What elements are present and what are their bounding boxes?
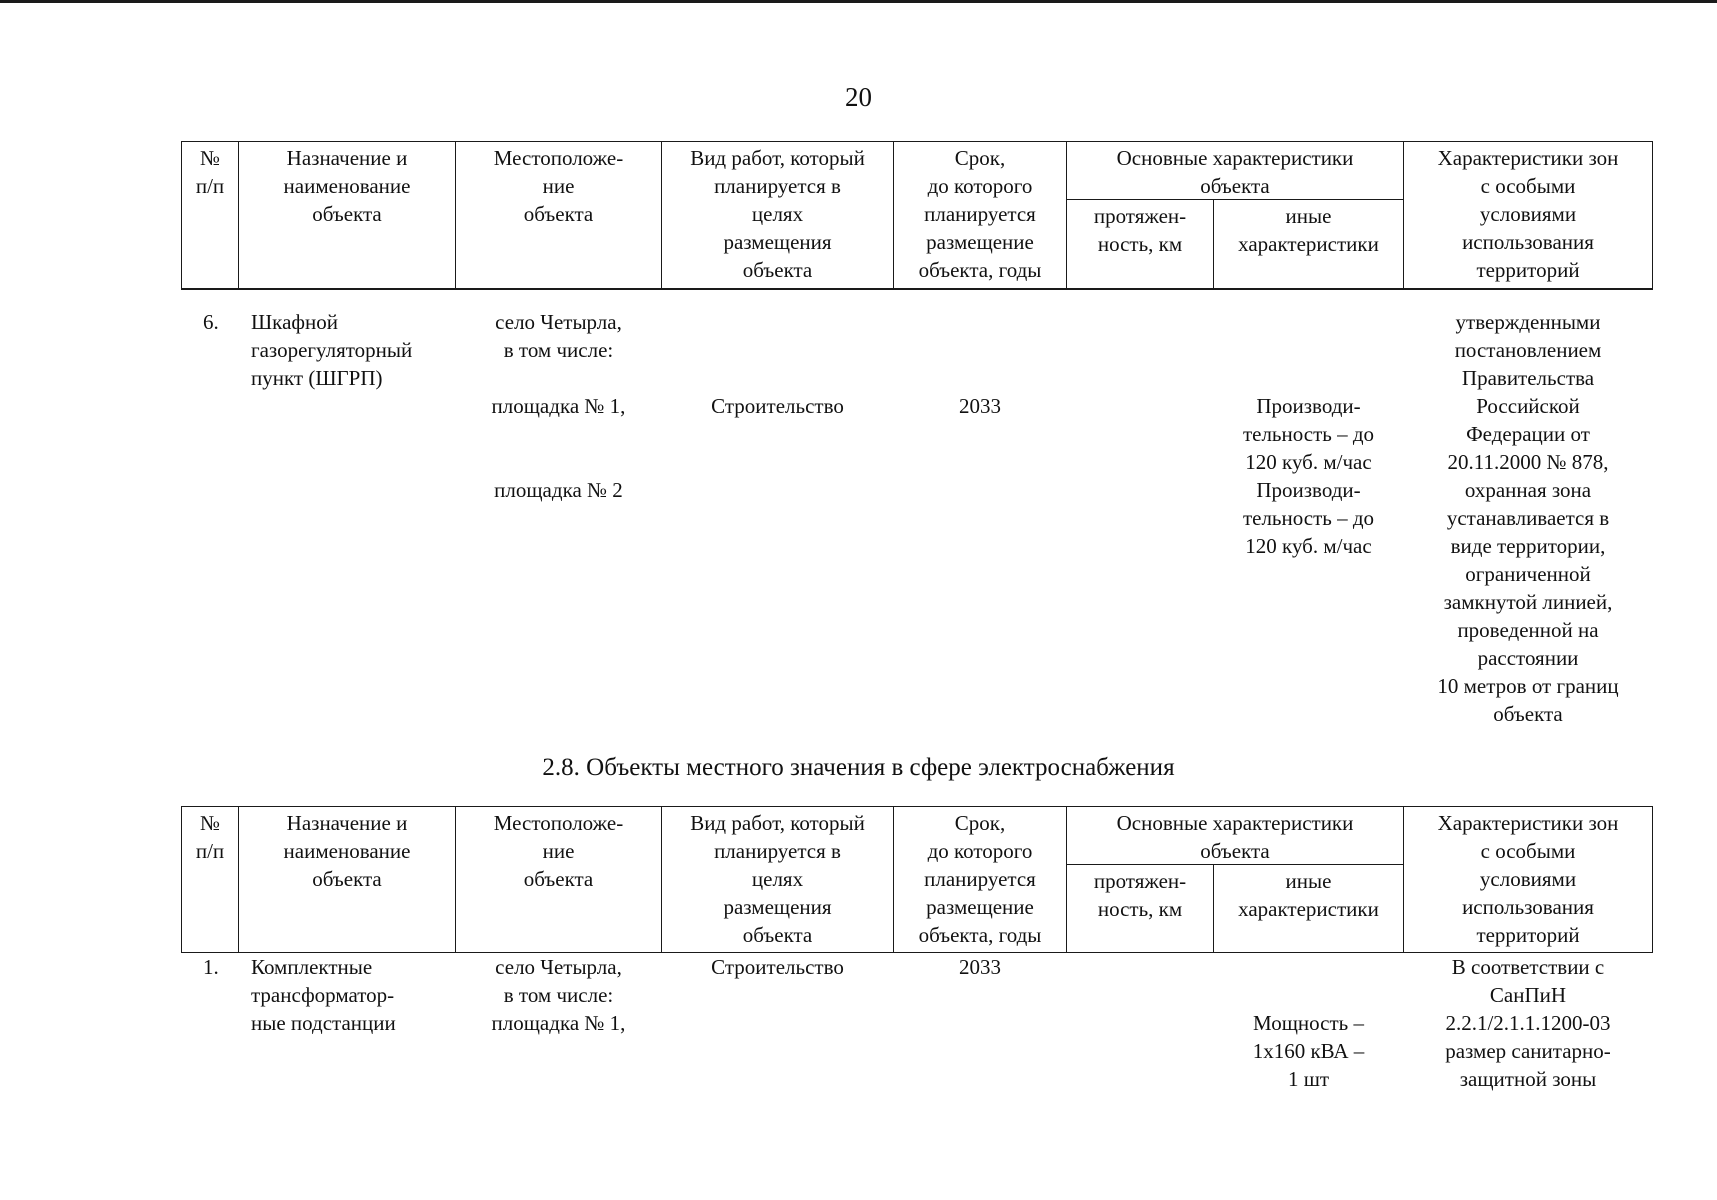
header-term: Срок, до которого планируется размещение объекта, годы xyxy=(918,146,1042,282)
header-work-type: Вид работ, который планируется в целях размещения объекта xyxy=(690,146,865,282)
page-number: 20 xyxy=(845,82,872,112)
table2-top-border xyxy=(181,806,1653,807)
table1-col-line xyxy=(1652,141,1653,289)
row1-num: 1. xyxy=(203,955,219,979)
header-main-characteristics: Основные характеристики объекта xyxy=(1116,146,1354,198)
header-term: Срок, до которого планируется размещение объекта, годы xyxy=(918,811,1042,947)
header-num: № п/п xyxy=(195,146,225,198)
header-zones: Характеристики зон с особыми условиями использования территорий xyxy=(1437,146,1619,282)
table2-col-line xyxy=(1652,806,1653,953)
row6-num: 6. xyxy=(203,310,219,334)
row6-zones: утвержденными постановлением Правительства Российской Федерации от 20.11.2000 № 878, охранная зона устанавливается в виде территории, ограниченной замкнутой линией, проведенной на расстоянии 10 метров от границ объекта xyxy=(1437,310,1619,726)
header-other-characteristics: иные характеристики xyxy=(1238,204,1379,256)
row1-other: Мощность – 1х160 кВА – 1 шт xyxy=(1252,1011,1365,1091)
row6-location-site2: площадка № 2 xyxy=(494,478,623,502)
row6-name: Шкафной газорегуляторный пункт (ШГРП) xyxy=(251,310,413,390)
row1-location: село Четырла, в том числе: площадка № 1, xyxy=(491,955,626,1035)
row6-work-type: Строительство xyxy=(711,394,844,418)
row1-name: Комплектные трансформатор- ные подстанции xyxy=(251,955,396,1035)
section-title: 2.8. Объекты местного значения в сфере электроснабжения xyxy=(542,754,1175,781)
header-location: Местоположе- ние объекта xyxy=(493,146,624,226)
table1-header-bottom-border xyxy=(181,288,1653,290)
header-length: протяжен- ность, км xyxy=(1093,204,1187,256)
header-length: протяжен- ность, км xyxy=(1093,869,1187,921)
header-zones: Характеристики зон с особыми условиями использования территорий xyxy=(1437,811,1619,947)
header-num: № п/п xyxy=(195,811,225,863)
header-name: Назначение и наименование объекта xyxy=(283,811,411,891)
header-work-type: Вид работ, который планируется в целях размещения объекта xyxy=(690,811,865,947)
row1-zones: В соответствии с СанПиН 2.2.1/2.1.1.1200-03 размер санитарно- защитной зоны xyxy=(1445,955,1611,1091)
row6-other-site1: Производи- тельность – до 120 куб. м/час xyxy=(1242,394,1375,474)
row6-term: 2033 xyxy=(959,394,1001,418)
header-name: Назначение и наименование объекта xyxy=(283,146,411,226)
header-main-characteristics: Основные характеристики объекта xyxy=(1116,811,1354,863)
row6-other-site2: Производи- тельность – до 120 куб. м/час xyxy=(1242,478,1375,558)
row6-location-site1: площадка № 1, xyxy=(491,394,626,418)
row1-work-type: Строительство xyxy=(711,955,844,979)
header-other-characteristics: иные характеристики xyxy=(1238,869,1379,921)
table1-top-border xyxy=(181,141,1653,142)
row1-term: 2033 xyxy=(959,955,1001,979)
row6-location: село Четырла, в том числе: xyxy=(495,310,622,362)
header-location: Местоположе- ние объекта xyxy=(493,811,624,891)
page-top-edge xyxy=(0,0,1717,3)
